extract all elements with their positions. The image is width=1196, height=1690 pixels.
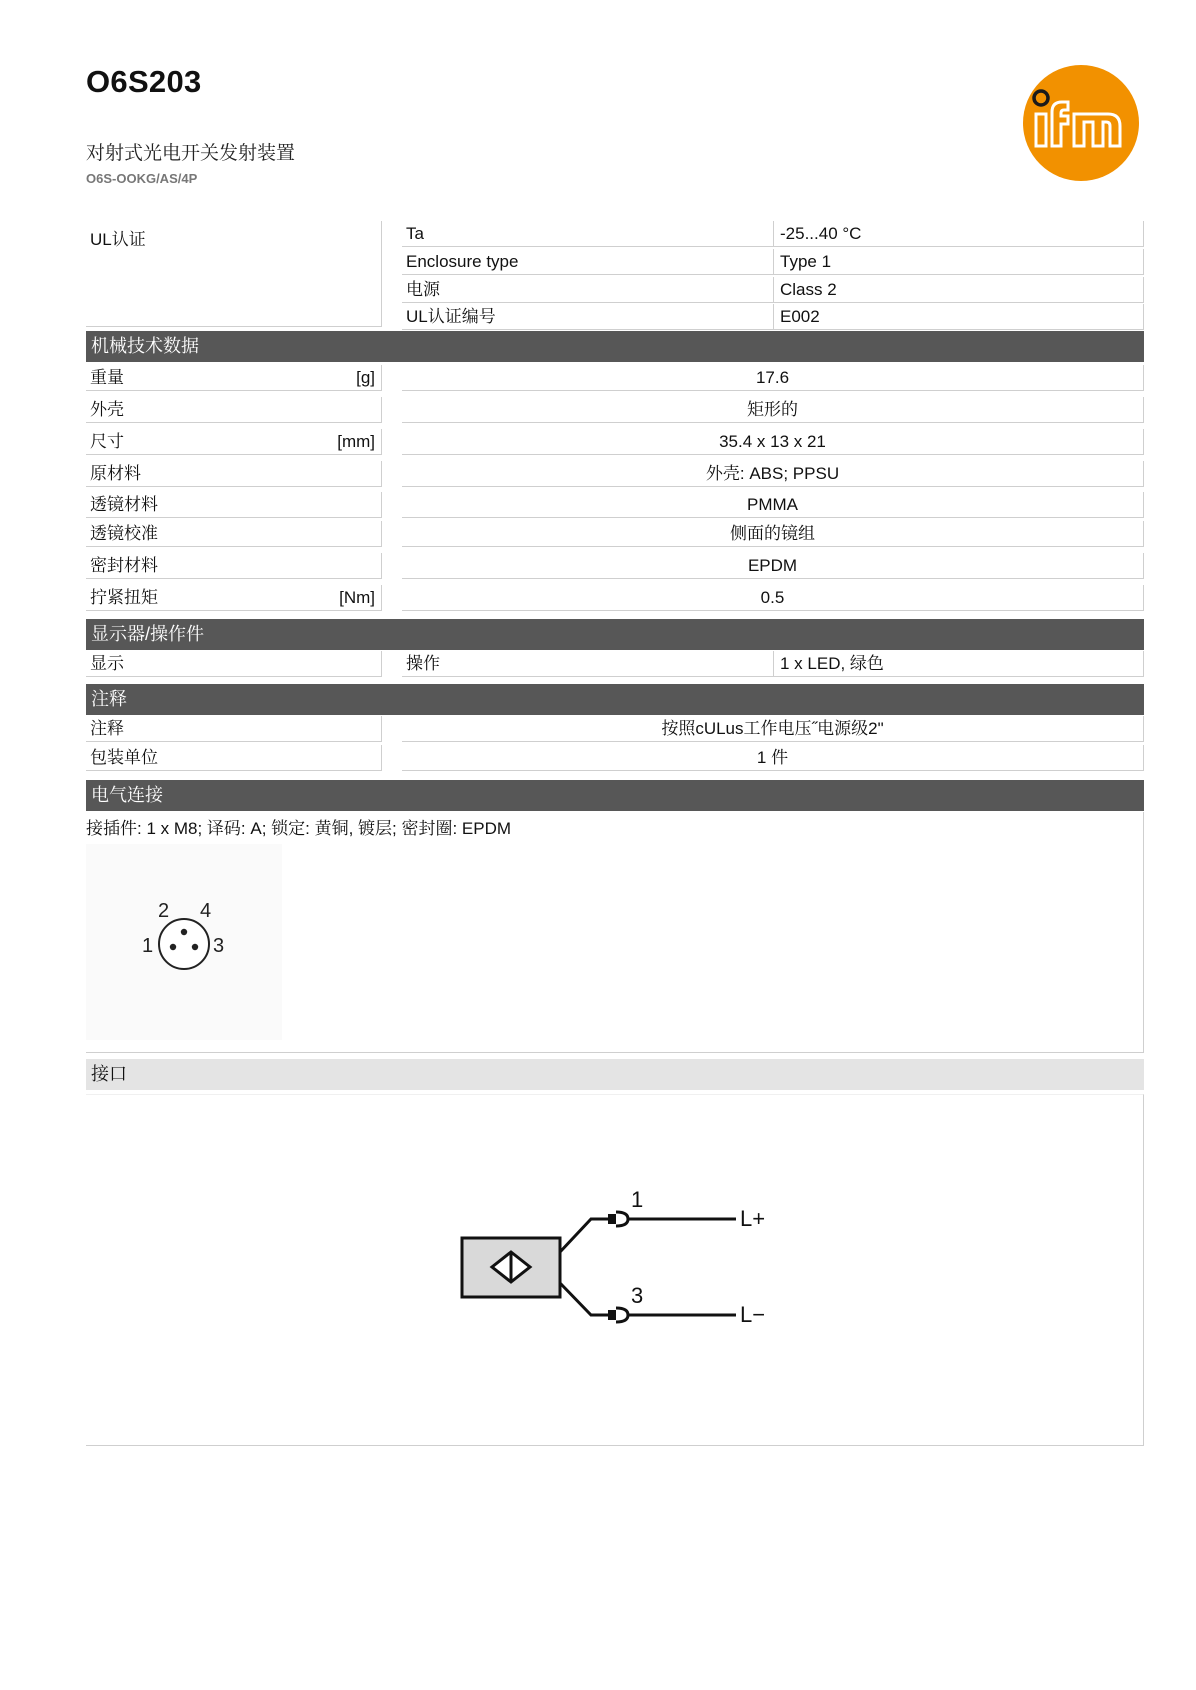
table-row: [86, 745, 1144, 774]
mechanical-section: [86, 331, 1144, 615]
ul-key: 电源: [402, 277, 774, 303]
section-subheading: 接口: [86, 1059, 1144, 1090]
row-label: 包装单位: [86, 745, 382, 771]
row-unit: [mm]: [337, 432, 375, 451]
row-unit: [g]: [356, 368, 375, 387]
connector-text: 接插件: 1 x M8; 译码: A; 锁定: 黄铜, 镀层; 密封圈: EPDM: [86, 819, 512, 838]
row-key: 操作: [402, 651, 774, 677]
row-label: 密封材料: [86, 553, 382, 579]
ul-key: UL认证编号: [402, 304, 774, 330]
connector-pin-diagram: [86, 844, 282, 1040]
connector-box: [86, 812, 1144, 1053]
row-value: EPDM: [402, 553, 1144, 579]
row-label: 外壳: [86, 397, 382, 423]
section-heading: 电气连接: [86, 780, 1144, 811]
row-label: 尺寸 [mm]: [86, 429, 382, 455]
table-row: [86, 553, 1144, 585]
ul-key: Enclosure type: [402, 249, 774, 275]
ul-value: -25...40 °C: [774, 221, 1144, 247]
section-heading: 注释: [86, 684, 1144, 715]
row-label: 透镜校准: [86, 521, 382, 547]
row-value: 矩形的: [402, 397, 1144, 423]
row-label: 重量 [g]: [86, 365, 382, 391]
wiring-diagram-box: [86, 1094, 1144, 1446]
row-label: 显示: [86, 651, 382, 677]
pin-label: 3: [213, 935, 225, 957]
pin-label: 1: [142, 935, 154, 957]
table-row: [86, 429, 1144, 461]
display-section: [86, 619, 1144, 680]
ul-value: E002: [774, 304, 1144, 330]
table-row: [86, 492, 1144, 521]
row-value: 侧面的镜组: [402, 521, 1144, 547]
table-row: [86, 651, 1144, 680]
section-heading: 机械技术数据: [86, 331, 1144, 362]
ul-value: Class 2: [774, 277, 1144, 303]
row-value: 1 件: [402, 745, 1144, 771]
row-value: 1 x LED, 绿色: [774, 651, 1144, 677]
ul-key: Ta: [402, 221, 774, 247]
notes-section: [86, 684, 1144, 774]
pin-label: 4: [200, 900, 212, 922]
wiring-signal-label: L+: [740, 1206, 766, 1231]
row-value: 0.5: [402, 585, 1144, 611]
section-heading: 显示器/操作件: [86, 619, 1144, 650]
interface-section: [86, 1059, 1144, 1090]
row-value: 17.6: [402, 365, 1144, 391]
ul-row: [86, 277, 1144, 306]
row-label: 透镜材料: [86, 492, 382, 518]
table-row: [86, 716, 1144, 745]
wiring-signal-label: L−: [740, 1302, 766, 1327]
row-unit: [Nm]: [339, 588, 375, 607]
row-value: PMMA: [402, 492, 1144, 518]
ul-row: [86, 249, 1144, 278]
wiring-pin-label: 3: [631, 1283, 644, 1308]
row-label: 注释: [86, 716, 382, 742]
wiring-pin-label: 1: [631, 1187, 644, 1212]
table-row: [86, 521, 1144, 553]
table-row: [86, 397, 1144, 429]
ifm-logo: [1022, 64, 1140, 182]
product-subtitle: 对射式光电开关发射装置: [86, 143, 296, 164]
ul-section: [86, 221, 1144, 331]
product-code: O6S-OOKG/AS/4P: [86, 171, 198, 186]
row-label: 拧紧扭矩 [Nm]: [86, 585, 382, 611]
row-value: 35.4 x 13 x 21: [402, 429, 1144, 455]
row-value: 外壳: ABS; PPSU: [402, 461, 1144, 487]
product-title: O6S203: [86, 64, 202, 99]
ul-row: [86, 304, 1144, 333]
table-row: [86, 365, 1144, 397]
ul-value: Type 1: [774, 249, 1144, 275]
ul-row: [86, 221, 1144, 250]
row-value: 按照cULus工作电压˝电源级2": [402, 716, 1144, 742]
electrical-section: [86, 780, 1144, 811]
ul-label: UL认证: [86, 221, 382, 327]
pin-label: 2: [158, 900, 170, 922]
table-row: [86, 461, 1144, 492]
row-label: 原材料: [86, 461, 382, 487]
wiring-diagram: [86, 1095, 1142, 1445]
table-row: [86, 585, 1144, 615]
